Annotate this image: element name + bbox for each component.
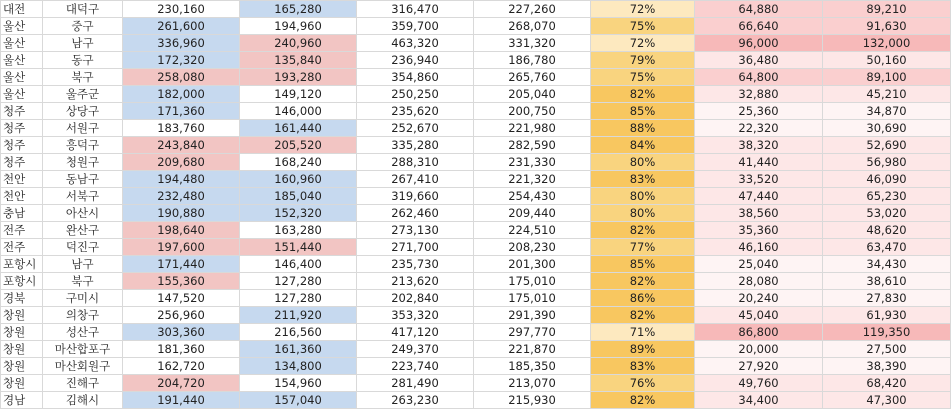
- value-cell-4[interactable]: 186,780: [474, 52, 591, 69]
- district-cell[interactable]: 마산회원구: [43, 358, 123, 375]
- value-cell-6[interactable]: 32,880: [695, 86, 823, 103]
- value-cell-3[interactable]: 202,840: [357, 290, 474, 307]
- value-cell-6[interactable]: 66,640: [695, 18, 823, 35]
- percent-cell[interactable]: 85%: [591, 256, 695, 273]
- value-cell-6[interactable]: 41,440: [695, 154, 823, 171]
- value-cell-3[interactable]: 223,740: [357, 358, 474, 375]
- value-cell-4[interactable]: 221,870: [474, 341, 591, 358]
- value-cell-7[interactable]: 30,690: [823, 120, 951, 137]
- value-cell-3[interactable]: 262,460: [357, 205, 474, 222]
- table-row: [1, 18, 951, 35]
- table-row: [1, 137, 951, 154]
- region-cell[interactable]: 울산: [1, 86, 43, 103]
- value-cell-4[interactable]: 200,750: [474, 103, 591, 120]
- value-cell-1[interactable]: 182,000: [123, 86, 240, 103]
- value-cell-3[interactable]: 319,660: [357, 188, 474, 205]
- table-row: [1, 307, 951, 324]
- value-cell-1[interactable]: 181,360: [123, 341, 240, 358]
- percent-cell[interactable]: 82%: [591, 86, 695, 103]
- percent-cell[interactable]: 75%: [591, 69, 695, 86]
- table-row: [1, 239, 951, 256]
- region-cell[interactable]: 창원: [1, 324, 43, 341]
- value-cell-7[interactable]: 65,230: [823, 188, 951, 205]
- value-cell-2[interactable]: 193,280: [240, 69, 357, 86]
- table-row: [1, 120, 951, 137]
- percent-cell[interactable]: 83%: [591, 171, 695, 188]
- percent-cell[interactable]: 88%: [591, 120, 695, 137]
- value-cell-3[interactable]: 213,620: [357, 273, 474, 290]
- value-cell-7[interactable]: 63,470: [823, 239, 951, 256]
- value-cell-7[interactable]: 89,100: [823, 69, 951, 86]
- value-cell-3[interactable]: 235,730: [357, 256, 474, 273]
- value-cell-1[interactable]: 204,720: [123, 375, 240, 392]
- value-cell-1[interactable]: 197,600: [123, 239, 240, 256]
- percent-cell[interactable]: 71%: [591, 324, 695, 341]
- value-cell-7[interactable]: 119,350: [823, 324, 951, 341]
- table-row: [1, 35, 951, 52]
- value-cell-6[interactable]: 35,360: [695, 222, 823, 239]
- district-cell[interactable]: 구미시: [43, 290, 123, 307]
- value-cell-3[interactable]: 281,490: [357, 375, 474, 392]
- value-cell-4[interactable]: 213,070: [474, 375, 591, 392]
- value-cell-7[interactable]: 34,430: [823, 256, 951, 273]
- value-cell-6[interactable]: 96,000: [695, 35, 823, 52]
- value-cell-6[interactable]: 36,480: [695, 52, 823, 69]
- percent-cell[interactable]: 79%: [591, 52, 695, 69]
- district-cell[interactable]: 남구: [43, 35, 123, 52]
- value-cell-7[interactable]: 34,870: [823, 103, 951, 120]
- value-cell-3[interactable]: 354,860: [357, 69, 474, 86]
- region-cell[interactable]: 창원: [1, 358, 43, 375]
- district-cell[interactable]: 동구: [43, 52, 123, 69]
- value-cell-7[interactable]: 68,420: [823, 375, 951, 392]
- value-cell-4[interactable]: 221,980: [474, 120, 591, 137]
- value-cell-1[interactable]: 243,840: [123, 137, 240, 154]
- percent-cell[interactable]: 89%: [591, 341, 695, 358]
- value-cell-4[interactable]: 208,230: [474, 239, 591, 256]
- value-cell-7[interactable]: 45,210: [823, 86, 951, 103]
- value-cell-6[interactable]: 38,560: [695, 205, 823, 222]
- value-cell-2[interactable]: 168,240: [240, 154, 357, 171]
- value-cell-3[interactable]: 267,410: [357, 171, 474, 188]
- percent-cell[interactable]: 80%: [591, 154, 695, 171]
- value-cell-2[interactable]: 240,960: [240, 35, 357, 52]
- value-cell-3[interactable]: 263,230: [357, 392, 474, 409]
- value-cell-1[interactable]: 230,160: [123, 1, 240, 18]
- value-cell-7[interactable]: 48,620: [823, 222, 951, 239]
- district-cell[interactable]: 서북구: [43, 188, 123, 205]
- value-cell-3[interactable]: 271,700: [357, 239, 474, 256]
- percent-cell[interactable]: 82%: [591, 307, 695, 324]
- value-cell-6[interactable]: 20,000: [695, 341, 823, 358]
- value-cell-1[interactable]: 171,440: [123, 256, 240, 273]
- region-cell[interactable]: 울산: [1, 69, 43, 86]
- table-row: [1, 188, 951, 205]
- percent-cell[interactable]: 85%: [591, 103, 695, 120]
- region-cell[interactable]: 경북: [1, 290, 43, 307]
- percent-cell[interactable]: 77%: [591, 239, 695, 256]
- value-cell-6[interactable]: 47,440: [695, 188, 823, 205]
- value-cell-1[interactable]: 232,480: [123, 188, 240, 205]
- district-cell[interactable]: 흥덕구: [43, 137, 123, 154]
- value-cell-7[interactable]: 52,690: [823, 137, 951, 154]
- value-cell-4[interactable]: 215,930: [474, 392, 591, 409]
- value-cell-2[interactable]: 165,280: [240, 1, 357, 18]
- table-row: [1, 290, 951, 307]
- percent-cell[interactable]: 80%: [591, 205, 695, 222]
- region-cell[interactable]: 천안: [1, 171, 43, 188]
- value-cell-2[interactable]: 194,960: [240, 18, 357, 35]
- district-cell[interactable]: 울주군: [43, 86, 123, 103]
- table-row: [1, 341, 951, 358]
- region-cell[interactable]: 창원: [1, 307, 43, 324]
- value-cell-6[interactable]: 25,360: [695, 103, 823, 120]
- percent-cell[interactable]: 83%: [591, 358, 695, 375]
- value-cell-2[interactable]: 216,560: [240, 324, 357, 341]
- value-cell-1[interactable]: 190,880: [123, 205, 240, 222]
- value-cell-6[interactable]: 28,080: [695, 273, 823, 290]
- value-cell-2[interactable]: 160,960: [240, 171, 357, 188]
- district-cell[interactable]: 진해구: [43, 375, 123, 392]
- value-cell-1[interactable]: 261,600: [123, 18, 240, 35]
- district-cell[interactable]: 의창구: [43, 307, 123, 324]
- district-cell[interactable]: 서원구: [43, 120, 123, 137]
- region-cell[interactable]: 울산: [1, 35, 43, 52]
- region-cell[interactable]: 경남: [1, 392, 43, 409]
- region-cell[interactable]: 울산: [1, 18, 43, 35]
- region-cell[interactable]: 청주: [1, 120, 43, 137]
- value-cell-3[interactable]: 249,370: [357, 341, 474, 358]
- value-cell-1[interactable]: 147,520: [123, 290, 240, 307]
- value-cell-1[interactable]: 183,760: [123, 120, 240, 137]
- value-cell-2[interactable]: 152,320: [240, 205, 357, 222]
- percent-cell[interactable]: 82%: [591, 273, 695, 290]
- region-cell[interactable]: 청주: [1, 103, 43, 120]
- value-cell-2[interactable]: 146,000: [240, 103, 357, 120]
- district-cell[interactable]: 덕진구: [43, 239, 123, 256]
- district-cell[interactable]: 상당구: [43, 103, 123, 120]
- value-cell-6[interactable]: 27,920: [695, 358, 823, 375]
- value-cell-4[interactable]: 209,440: [474, 205, 591, 222]
- value-cell-6[interactable]: 22,320: [695, 120, 823, 137]
- percent-cell[interactable]: 80%: [591, 188, 695, 205]
- value-cell-1[interactable]: 194,480: [123, 171, 240, 188]
- value-cell-6[interactable]: 86,800: [695, 324, 823, 341]
- district-cell[interactable]: 김해시: [43, 392, 123, 409]
- value-cell-1[interactable]: 256,960: [123, 307, 240, 324]
- table-row: [1, 103, 951, 120]
- value-cell-2[interactable]: 185,040: [240, 188, 357, 205]
- percent-cell[interactable]: 72%: [591, 35, 695, 52]
- value-cell-3[interactable]: 250,250: [357, 86, 474, 103]
- table-row: [1, 69, 951, 86]
- district-cell[interactable]: 동남구: [43, 171, 123, 188]
- value-cell-4[interactable]: 297,770: [474, 324, 591, 341]
- value-cell-6[interactable]: 20,240: [695, 290, 823, 307]
- value-cell-2[interactable]: 163,280: [240, 222, 357, 239]
- table-row: [1, 273, 951, 290]
- region-cell[interactable]: 충남: [1, 205, 43, 222]
- value-cell-4[interactable]: 227,260: [474, 1, 591, 18]
- region-cell[interactable]: 창원: [1, 341, 43, 358]
- value-cell-7[interactable]: 46,090: [823, 171, 951, 188]
- region-cell[interactable]: 울산: [1, 52, 43, 69]
- value-cell-2[interactable]: 149,120: [240, 86, 357, 103]
- value-cell-1[interactable]: 198,640: [123, 222, 240, 239]
- district-cell[interactable]: 마산합포구: [43, 341, 123, 358]
- percent-cell[interactable]: 82%: [591, 392, 695, 409]
- value-cell-3[interactable]: 359,700: [357, 18, 474, 35]
- value-cell-3[interactable]: 463,320: [357, 35, 474, 52]
- value-cell-7[interactable]: 38,390: [823, 358, 951, 375]
- value-cell-3[interactable]: 273,130: [357, 222, 474, 239]
- value-cell-1[interactable]: 303,360: [123, 324, 240, 341]
- district-cell[interactable]: 남구: [43, 256, 123, 273]
- value-cell-3[interactable]: 252,670: [357, 120, 474, 137]
- value-cell-6[interactable]: 25,040: [695, 256, 823, 273]
- value-cell-3[interactable]: 417,120: [357, 324, 474, 341]
- value-cell-1[interactable]: 191,440: [123, 392, 240, 409]
- value-cell-7[interactable]: 27,830: [823, 290, 951, 307]
- table-row: [1, 52, 951, 69]
- value-cell-2[interactable]: 161,440: [240, 120, 357, 137]
- value-cell-2[interactable]: 134,800: [240, 358, 357, 375]
- value-cell-4[interactable]: 268,070: [474, 18, 591, 35]
- district-cell[interactable]: 청원구: [43, 154, 123, 171]
- district-cell[interactable]: 중구: [43, 18, 123, 35]
- region-cell[interactable]: 전주: [1, 222, 43, 239]
- value-cell-7[interactable]: 132,000: [823, 35, 951, 52]
- value-cell-6[interactable]: 34,400: [695, 392, 823, 409]
- table-body: [1, 1, 951, 409]
- percent-cell[interactable]: 86%: [591, 290, 695, 307]
- table-row: [1, 1, 951, 18]
- value-cell-2[interactable]: 205,520: [240, 137, 357, 154]
- district-cell[interactable]: 아산시: [43, 205, 123, 222]
- table-row: [1, 86, 951, 103]
- value-cell-4[interactable]: 224,510: [474, 222, 591, 239]
- district-cell[interactable]: 성산구: [43, 324, 123, 341]
- value-cell-3[interactable]: 288,310: [357, 154, 474, 171]
- value-cell-4[interactable]: 175,010: [474, 273, 591, 290]
- value-cell-2[interactable]: 127,280: [240, 290, 357, 307]
- value-cell-2[interactable]: 151,440: [240, 239, 357, 256]
- value-cell-4[interactable]: 175,010: [474, 290, 591, 307]
- value-cell-7[interactable]: 61,930: [823, 307, 951, 324]
- table-row: [1, 154, 951, 171]
- percent-cell[interactable]: 82%: [591, 222, 695, 239]
- value-cell-4[interactable]: 282,590: [474, 137, 591, 154]
- table-row: [1, 205, 951, 222]
- value-cell-4[interactable]: 221,320: [474, 171, 591, 188]
- value-cell-3[interactable]: 353,320: [357, 307, 474, 324]
- value-cell-2[interactable]: 154,960: [240, 375, 357, 392]
- value-cell-1[interactable]: 336,960: [123, 35, 240, 52]
- value-cell-3[interactable]: 316,470: [357, 1, 474, 18]
- value-cell-6[interactable]: 49,760: [695, 375, 823, 392]
- district-cell[interactable]: 북구: [43, 69, 123, 86]
- value-cell-7[interactable]: 91,630: [823, 18, 951, 35]
- value-cell-6[interactable]: 46,160: [695, 239, 823, 256]
- percent-cell[interactable]: 75%: [591, 18, 695, 35]
- region-cell[interactable]: 청주: [1, 137, 43, 154]
- value-cell-4[interactable]: 254,430: [474, 188, 591, 205]
- value-cell-6[interactable]: 33,520: [695, 171, 823, 188]
- value-cell-6[interactable]: 64,800: [695, 69, 823, 86]
- value-cell-2[interactable]: 161,360: [240, 341, 357, 358]
- value-cell-4[interactable]: 265,760: [474, 69, 591, 86]
- value-cell-3[interactable]: 236,940: [357, 52, 474, 69]
- value-cell-6[interactable]: 64,880: [695, 1, 823, 18]
- value-cell-4[interactable]: 291,390: [474, 307, 591, 324]
- percent-cell[interactable]: 76%: [591, 375, 695, 392]
- region-cell[interactable]: 포항시: [1, 273, 43, 290]
- value-cell-2[interactable]: 211,920: [240, 307, 357, 324]
- value-cell-1[interactable]: 162,720: [123, 358, 240, 375]
- value-cell-2[interactable]: 135,840: [240, 52, 357, 69]
- value-cell-3[interactable]: 335,280: [357, 137, 474, 154]
- value-cell-7[interactable]: 53,020: [823, 205, 951, 222]
- value-cell-7[interactable]: 47,300: [823, 392, 951, 409]
- district-cell[interactable]: 북구: [43, 273, 123, 290]
- value-cell-2[interactable]: 146,400: [240, 256, 357, 273]
- district-cell[interactable]: 완산구: [43, 222, 123, 239]
- region-cell[interactable]: 청주: [1, 154, 43, 171]
- table-row: [1, 358, 951, 375]
- table-row: [1, 222, 951, 239]
- value-cell-1[interactable]: 155,360: [123, 273, 240, 290]
- region-cell[interactable]: 천안: [1, 188, 43, 205]
- table-row: [1, 256, 951, 273]
- value-cell-4[interactable]: 201,300: [474, 256, 591, 273]
- region-cell[interactable]: 전주: [1, 239, 43, 256]
- value-cell-7[interactable]: 56,980: [823, 154, 951, 171]
- table-row: [1, 324, 951, 341]
- region-cell[interactable]: 포항시: [1, 256, 43, 273]
- value-cell-7[interactable]: 89,210: [823, 1, 951, 18]
- value-cell-4[interactable]: 231,330: [474, 154, 591, 171]
- value-cell-1[interactable]: 172,320: [123, 52, 240, 69]
- value-cell-2[interactable]: 127,280: [240, 273, 357, 290]
- value-cell-4[interactable]: 185,350: [474, 358, 591, 375]
- value-cell-2[interactable]: 157,040: [240, 392, 357, 409]
- value-cell-7[interactable]: 27,500: [823, 341, 951, 358]
- value-cell-7[interactable]: 38,610: [823, 273, 951, 290]
- percent-cell[interactable]: 84%: [591, 137, 695, 154]
- value-cell-1[interactable]: 258,080: [123, 69, 240, 86]
- table-row: [1, 392, 951, 409]
- region-cell[interactable]: 창원: [1, 375, 43, 392]
- value-cell-4[interactable]: 331,320: [474, 35, 591, 52]
- value-cell-6[interactable]: 38,320: [695, 137, 823, 154]
- value-cell-7[interactable]: 50,160: [823, 52, 951, 69]
- percent-cell[interactable]: 72%: [591, 1, 695, 18]
- table-row: [1, 171, 951, 188]
- table-row: [1, 375, 951, 392]
- value-cell-1[interactable]: 209,680: [123, 154, 240, 171]
- value-cell-4[interactable]: 205,040: [474, 86, 591, 103]
- region-cell[interactable]: 대전: [1, 1, 43, 18]
- value-cell-3[interactable]: 235,620: [357, 103, 474, 120]
- district-cell[interactable]: 대덕구: [43, 1, 123, 18]
- value-cell-6[interactable]: 45,040: [695, 307, 823, 324]
- value-cell-1[interactable]: 171,360: [123, 103, 240, 120]
